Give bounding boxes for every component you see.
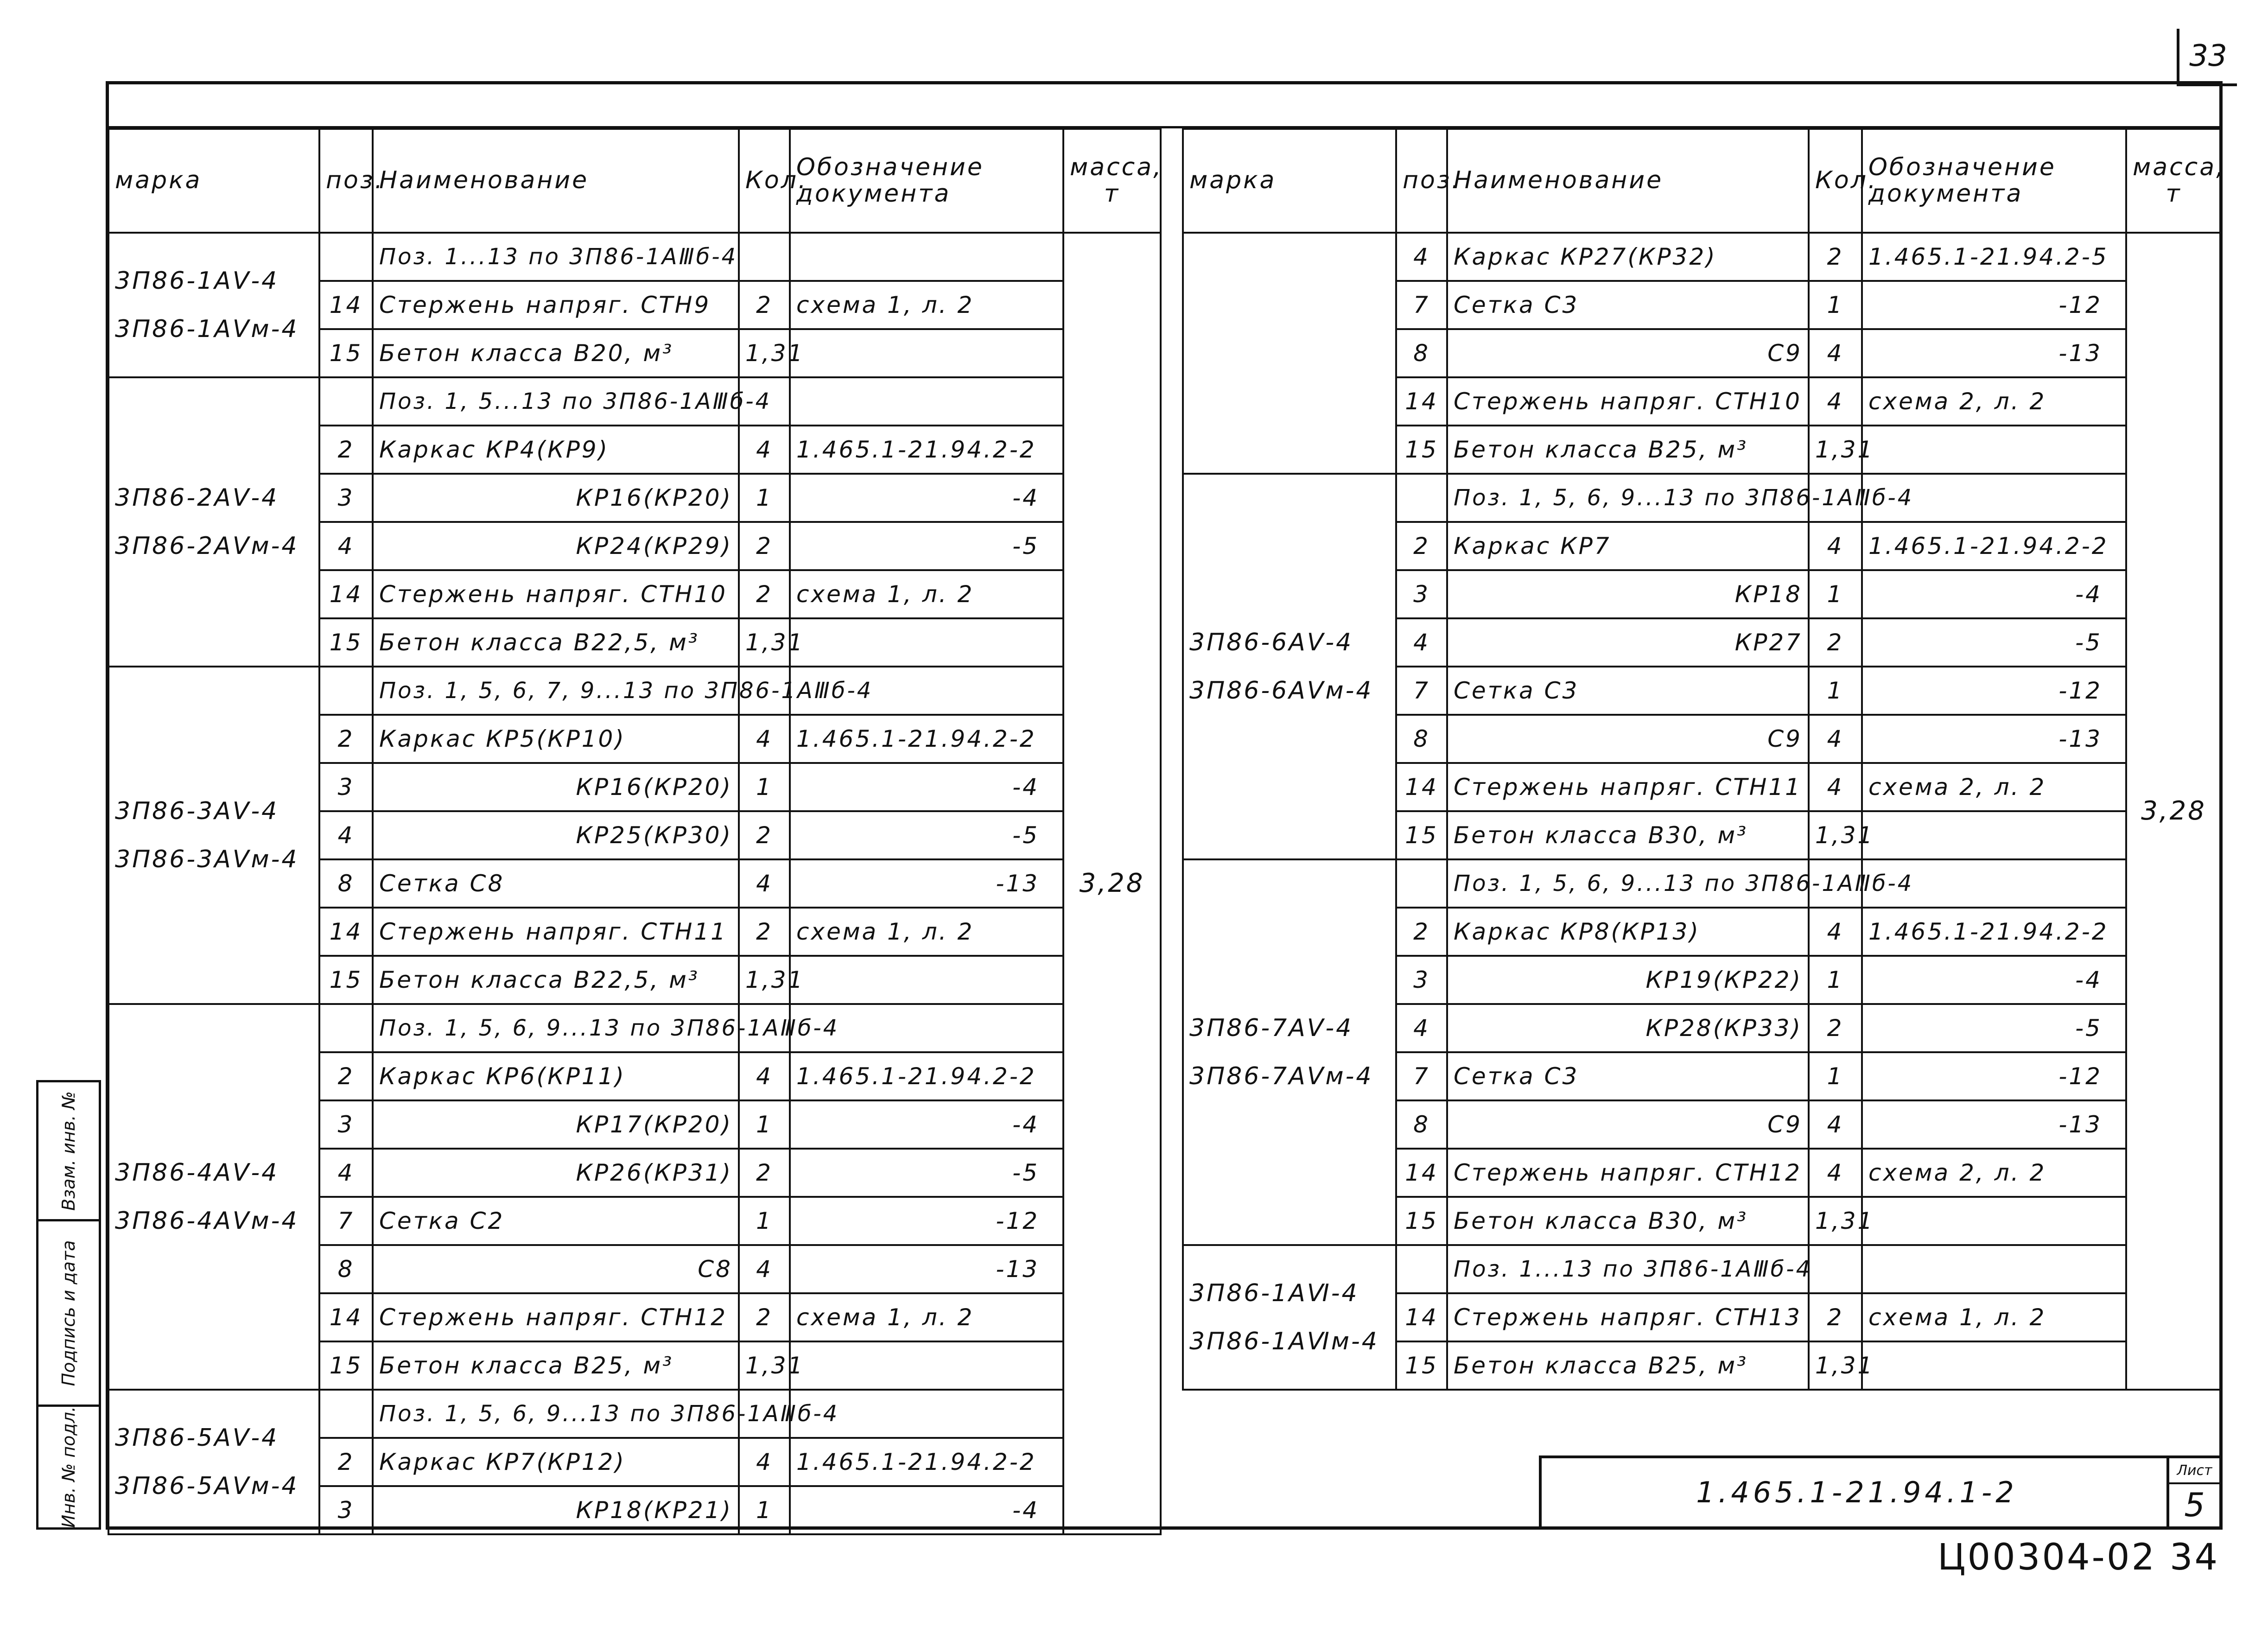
pos-cell: 14 [319,570,373,618]
name-cell: Поз. 1...13 по 3П86-1АⅢб-4 [373,233,739,281]
doc-cell: 1.465.1-21.94.2-5 [1862,233,2126,281]
marka-cell [108,667,319,1004]
pos-cell: 14 [319,1293,373,1341]
marka-label: 3П86-7АⅤ-4 [1189,1014,1353,1042]
doc-cell: -4 [1862,956,2126,1004]
qty-cell [739,233,790,281]
sheet-value: 5 [2184,1486,2205,1524]
marka-label: 3П86-6АⅤм-4 [1189,677,1373,705]
doc-cell: -5 [790,522,1063,570]
pos-cell [1396,859,1447,908]
doc-cell: -13 [1862,329,2126,377]
name-cell: Поз. 1, 5, 6, 7, 9...13 по 3П86-1АⅢб-4 [373,667,739,715]
doc-cell [790,233,1063,281]
name-cell: С8 [373,1245,739,1293]
name-cell: КР24(КР29) [373,522,739,570]
table-row [1183,233,2221,281]
pos-cell: 15 [319,956,373,1004]
header-doc: Обозначение документа [1862,129,2126,233]
pos-cell: 2 [319,1052,373,1100]
doc-cell: -12 [1862,281,2126,329]
sheet-number: 33 [2177,29,2237,86]
name-cell: Поз. 1, 5, 6, 9...13 по 3П86-1АⅢб-4 [373,1004,739,1052]
doc-cell [790,956,1063,1004]
pos-cell: 8 [1396,329,1447,377]
pos-cell: 7 [1396,1052,1447,1100]
header-qty: Кол. [1809,129,1862,233]
qty-cell: 4 [739,1438,790,1486]
pos-cell: 2 [1396,522,1447,570]
doc-cell [1862,811,2126,859]
sheet-cell [2166,1458,2220,1527]
doc-cell: схема 1, л. 2 [790,570,1063,618]
marka-label: 3П86-4АⅤм-4 [115,1207,299,1235]
marka-label: 3П86-4АⅤ-4 [115,1159,279,1187]
marka-label: 3П86-5АⅤм-4 [115,1472,299,1500]
name-cell: Сетка С2 [373,1197,739,1245]
qty-cell: 1 [1809,570,1862,618]
doc-cell: 1.465.1-21.94.2-2 [790,715,1063,763]
doc-cell [790,377,1063,426]
left-spec-table [108,128,1162,1535]
doc-cell: -13 [1862,715,2126,763]
pos-cell: 14 [319,281,373,329]
qty-cell: 1,31 [739,956,790,1004]
header-name: Наименование [1447,129,1809,233]
pos-cell: 15 [319,618,373,667]
doc-cell: -12 [1862,667,2126,715]
side-cell-sign [38,1221,99,1407]
marka-label: 3П86-7АⅤм-4 [1189,1062,1373,1090]
doc-cell: -5 [790,1149,1063,1197]
name-cell: Каркас КР27(КР32) [1447,233,1809,281]
qty-cell: 1,31 [1809,426,1862,474]
doc-cell: 1.465.1-21.94.2-2 [1862,908,2126,956]
name-cell: С9 [1447,715,1809,763]
name-cell: Поз. 1, 5, 6, 9...13 по 3П86-1АⅢб-4 [1447,474,1809,522]
name-cell: Бетон класса В30, м³ [1447,1197,1809,1245]
doc-cell: 1.465.1-21.94.2-2 [790,1052,1063,1100]
sheet-label: Лист [2169,1459,2220,1484]
name-cell: КР17(КР20) [373,1100,739,1149]
pos-cell: 8 [319,1245,373,1293]
pos-cell [319,377,373,426]
name-cell: Стержень напряг. СТН12 [373,1293,739,1341]
marka-label: 3П86-3АⅤм-4 [115,845,299,873]
name-cell: С9 [1447,1100,1809,1149]
archive-number: Ц00304-02 34 [1938,1537,2220,1578]
table-row [1183,474,2221,522]
name-cell: Бетон класса В30, м³ [1447,811,1809,859]
qty-cell: 4 [739,1052,790,1100]
doc-cell: -4 [790,1100,1063,1149]
doc-cell: -13 [790,859,1063,908]
doc-cell: схема 2, л. 2 [1862,377,2126,426]
doc-cell: -12 [1862,1052,2126,1100]
name-cell: Стержень напряг. СТН11 [1447,763,1809,811]
doc-cell: схема 2, л. 2 [1862,1149,2126,1197]
name-cell: КР26(КР31) [373,1149,739,1197]
pos-cell: 2 [319,426,373,474]
side-label-replace: Взам. инв. № [58,1091,79,1211]
doc-cell: схема 1, л. 2 [790,908,1063,956]
name-cell: Стержень напряг. СТН13 [1447,1293,1809,1341]
pos-cell: 3 [319,1100,373,1149]
side-cell-replace [38,1082,99,1221]
qty-cell: 1,31 [739,1341,790,1390]
pos-cell: 4 [1396,233,1447,281]
qty-cell: 1,31 [1809,811,1862,859]
header-pos: поз. [1396,129,1447,233]
header-qty: Кол. [739,129,790,233]
doc-cell [1862,1197,2126,1245]
header-marka: марка [108,129,319,233]
qty-cell: 1,31 [739,329,790,377]
pos-cell: 15 [319,1341,373,1390]
pos-cell: 7 [1396,281,1447,329]
pos-cell: 3 [1396,570,1447,618]
name-cell: Бетон класса В22,5, м³ [373,618,739,667]
name-cell: Сетка С3 [1447,667,1809,715]
title-stamp [1539,1455,2223,1530]
doc-cell: -5 [1862,1004,2126,1052]
pos-cell: 2 [319,715,373,763]
qty-cell: 4 [739,859,790,908]
header-row [108,129,1161,233]
doc-cell: схема 1, л. 2 [1862,1293,2126,1341]
qty-cell: 2 [1809,1293,1862,1341]
pos-cell: 7 [1396,667,1447,715]
header-marka: марка [1183,129,1396,233]
qty-cell: 2 [739,570,790,618]
qty-cell: 2 [739,522,790,570]
pos-cell: 15 [319,329,373,377]
qty-cell: 1,31 [1809,1341,1862,1390]
pos-cell: 8 [1396,1100,1447,1149]
pos-cell: 4 [319,1149,373,1197]
table-row [1183,859,2221,908]
qty-cell: 4 [1809,715,1862,763]
name-cell: Бетон класса В25, м³ [1447,426,1809,474]
pos-cell [1396,1245,1447,1293]
marka-label: 3П86-5АⅤ-4 [115,1424,279,1452]
doc-cell [790,618,1063,667]
marka-label: 3П86-1АⅥм-4 [1189,1328,1379,1355]
name-cell: Стержень напряг. СТН12 [1447,1149,1809,1197]
qty-cell: 1 [1809,1052,1862,1100]
table-row [108,1004,1161,1052]
name-cell: Каркас КР6(КР11) [373,1052,739,1100]
name-cell: Каркас КР7 [1447,522,1809,570]
qty-cell: 4 [1809,908,1862,956]
doc-cell: -4 [790,1486,1063,1534]
doc-cell: -12 [790,1197,1063,1245]
doc-cell: -4 [1862,570,2126,618]
side-cell-inv [38,1407,99,1527]
pos-cell: 4 [319,522,373,570]
doc-cell [790,1341,1063,1390]
doc-cell [1862,1245,2126,1293]
header-doc: Обозначение документа [790,129,1063,233]
table-row [1183,1245,2221,1293]
pos-cell: 3 [319,474,373,522]
name-cell: Стержень напряг. СТН10 [373,570,739,618]
marka-label: 3П86-3АⅤ-4 [115,797,279,825]
name-cell: Каркас КР8(КР13) [1447,908,1809,956]
name-cell: КР27 [1447,618,1809,667]
name-cell: Каркас КР4(КР9) [373,426,739,474]
name-cell: Стержень напряг. СТН9 [373,281,739,329]
pos-cell: 14 [1396,763,1447,811]
pos-cell: 4 [319,811,373,859]
marka-label: 3П86-2АⅤ-4 [115,484,279,512]
qty-cell: 4 [1809,522,1862,570]
pos-cell [319,1004,373,1052]
doc-cell: -5 [1862,618,2126,667]
name-cell: Бетон класса В25, м³ [373,1341,739,1390]
header-mass: масса, т [2126,129,2221,233]
marka-label: 3П86-1АⅤ-4 [115,267,279,295]
marka-cell [1183,859,1396,1245]
pos-cell: 14 [1396,1293,1447,1341]
pos-cell: 15 [1396,1197,1447,1245]
doc-cell: 1.465.1-21.94.2-2 [1862,522,2126,570]
name-cell: Сетка С3 [1447,281,1809,329]
pos-cell: 3 [319,763,373,811]
doc-cell [1862,426,2126,474]
qty-cell: 2 [1809,618,1862,667]
qty-cell: 4 [1809,1100,1862,1149]
qty-cell: 2 [1809,233,1862,281]
qty-cell: 4 [739,715,790,763]
name-cell: Бетон класса В22,5, м³ [373,956,739,1004]
qty-cell [1809,1245,1862,1293]
qty-cell: 1 [739,763,790,811]
marka-cell [1183,474,1396,859]
marka-label: 3П86-6АⅤ-4 [1189,629,1353,656]
marka-label: 3П86-1АⅥ-4 [1189,1279,1359,1307]
name-cell: Поз. 1...13 по 3П86-1АⅢб-4 [1447,1245,1809,1293]
doc-cell: схема 2, л. 2 [1862,763,2126,811]
name-cell: С9 [1447,329,1809,377]
qty-cell: 4 [1809,763,1862,811]
qty-cell: 4 [739,1245,790,1293]
qty-cell: 4 [1809,329,1862,377]
pos-cell: 2 [319,1438,373,1486]
header-name: Наименование [373,129,739,233]
qty-cell: 2 [739,908,790,956]
qty-cell: 2 [739,1293,790,1341]
qty-cell: 1,31 [1809,1197,1862,1245]
marka-cell [108,377,319,667]
qty-cell: 1 [739,1486,790,1534]
name-cell: Сетка С8 [373,859,739,908]
qty-cell: 1,31 [739,618,790,667]
pos-cell [319,1390,373,1438]
pos-cell: 15 [1396,1341,1447,1390]
qty-cell: 2 [739,281,790,329]
pos-cell: 8 [1396,715,1447,763]
doc-cell: 1.465.1-21.94.2-2 [790,426,1063,474]
marka-cell [108,1390,319,1534]
name-cell: Стержень напряг. СТН11 [373,908,739,956]
side-label-sign: Подпись и дата [58,1240,79,1386]
doc-cell: -5 [790,811,1063,859]
pos-cell: 14 [1396,377,1447,426]
doc-cell: 1.465.1-21.94.2-2 [790,1438,1063,1486]
doc-cell: -4 [790,763,1063,811]
name-cell: Поз. 1, 5...13 по 3П86-1АⅢб-4 [373,377,739,426]
qty-cell: 1 [1809,281,1862,329]
name-cell: КР25(КР30) [373,811,739,859]
header-pos: поз. [319,129,373,233]
mass-cell: 3,28 [2126,233,2221,1390]
side-label-inv: Инв. № подл. [58,1406,79,1528]
pos-cell: 2 [1396,908,1447,956]
table-row [108,1390,1161,1438]
name-cell: КР28(КР33) [1447,1004,1809,1052]
name-cell: Сетка С3 [1447,1052,1809,1100]
doc-cell: схема 1, л. 2 [790,1293,1063,1341]
doc-cell: схема 1, л. 2 [790,281,1063,329]
name-cell: КР19(КР22) [1447,956,1809,1004]
qty-cell: 4 [1809,377,1862,426]
doc-cell: -13 [1862,1100,2126,1149]
table-row [108,377,1161,426]
qty-cell: 1 [1809,667,1862,715]
pos-cell: 7 [319,1197,373,1245]
header-mass: масса, т [1063,129,1161,233]
name-cell: Каркас КР5(КР10) [373,715,739,763]
name-cell: Бетон класса В25, м³ [1447,1341,1809,1390]
qty-cell: 2 [739,811,790,859]
name-cell: Каркас КР7(КР12) [373,1438,739,1486]
qty-cell: 4 [1809,1149,1862,1197]
table-row [108,233,1161,281]
qty-cell: 1 [739,474,790,522]
doc-cell [1862,1341,2126,1390]
qty-cell: 2 [1809,1004,1862,1052]
pos-cell: 3 [319,1486,373,1534]
name-cell: КР18 [1447,570,1809,618]
pos-cell [319,233,373,281]
header-row [1183,129,2221,233]
mass-cell: 3,28 [1063,233,1161,1534]
pos-cell: 15 [1396,426,1447,474]
marka-cell [108,233,319,377]
name-cell: КР16(КР20) [373,474,739,522]
name-cell: Поз. 1, 5, 6, 9...13 по 3П86-1АⅢб-4 [373,1390,739,1438]
name-cell: Поз. 1, 5, 6, 9...13 по 3П86-1АⅢб-4 [1447,859,1809,908]
qty-cell: 1 [739,1197,790,1245]
approval-strip [36,1080,101,1530]
document-code: 1.465.1-21.94.1-2 [1696,1475,2018,1509]
pos-cell: 8 [319,859,373,908]
pos-cell: 15 [1396,811,1447,859]
pos-cell: 3 [1396,956,1447,1004]
qty-cell: 4 [739,426,790,474]
right-spec-table [1182,128,2226,1391]
pos-cell [319,667,373,715]
doc-cell [790,329,1063,377]
name-cell: Стержень напряг. СТН10 [1447,377,1809,426]
pos-cell: 14 [319,908,373,956]
doc-cell: -4 [790,474,1063,522]
qty-cell: 2 [739,1149,790,1197]
pos-cell: 4 [1396,1004,1447,1052]
qty-cell: 1 [739,1100,790,1149]
pos-cell: 4 [1396,618,1447,667]
table-row [108,667,1161,715]
qty-cell: 1 [1809,956,1862,1004]
doc-cell: -13 [790,1245,1063,1293]
name-cell: Бетон класса В20, м³ [373,329,739,377]
marka-label: 3П86-2АⅤм-4 [115,532,299,560]
marka-cell [108,1004,319,1390]
name-cell: КР16(КР20) [373,763,739,811]
marka-cell [1183,233,1396,474]
marka-label: 3П86-1АⅤм-4 [115,315,299,343]
marka-cell [1183,1245,1396,1390]
pos-cell [1396,474,1447,522]
name-cell: КР18(КР21) [373,1486,739,1534]
pos-cell: 14 [1396,1149,1447,1197]
